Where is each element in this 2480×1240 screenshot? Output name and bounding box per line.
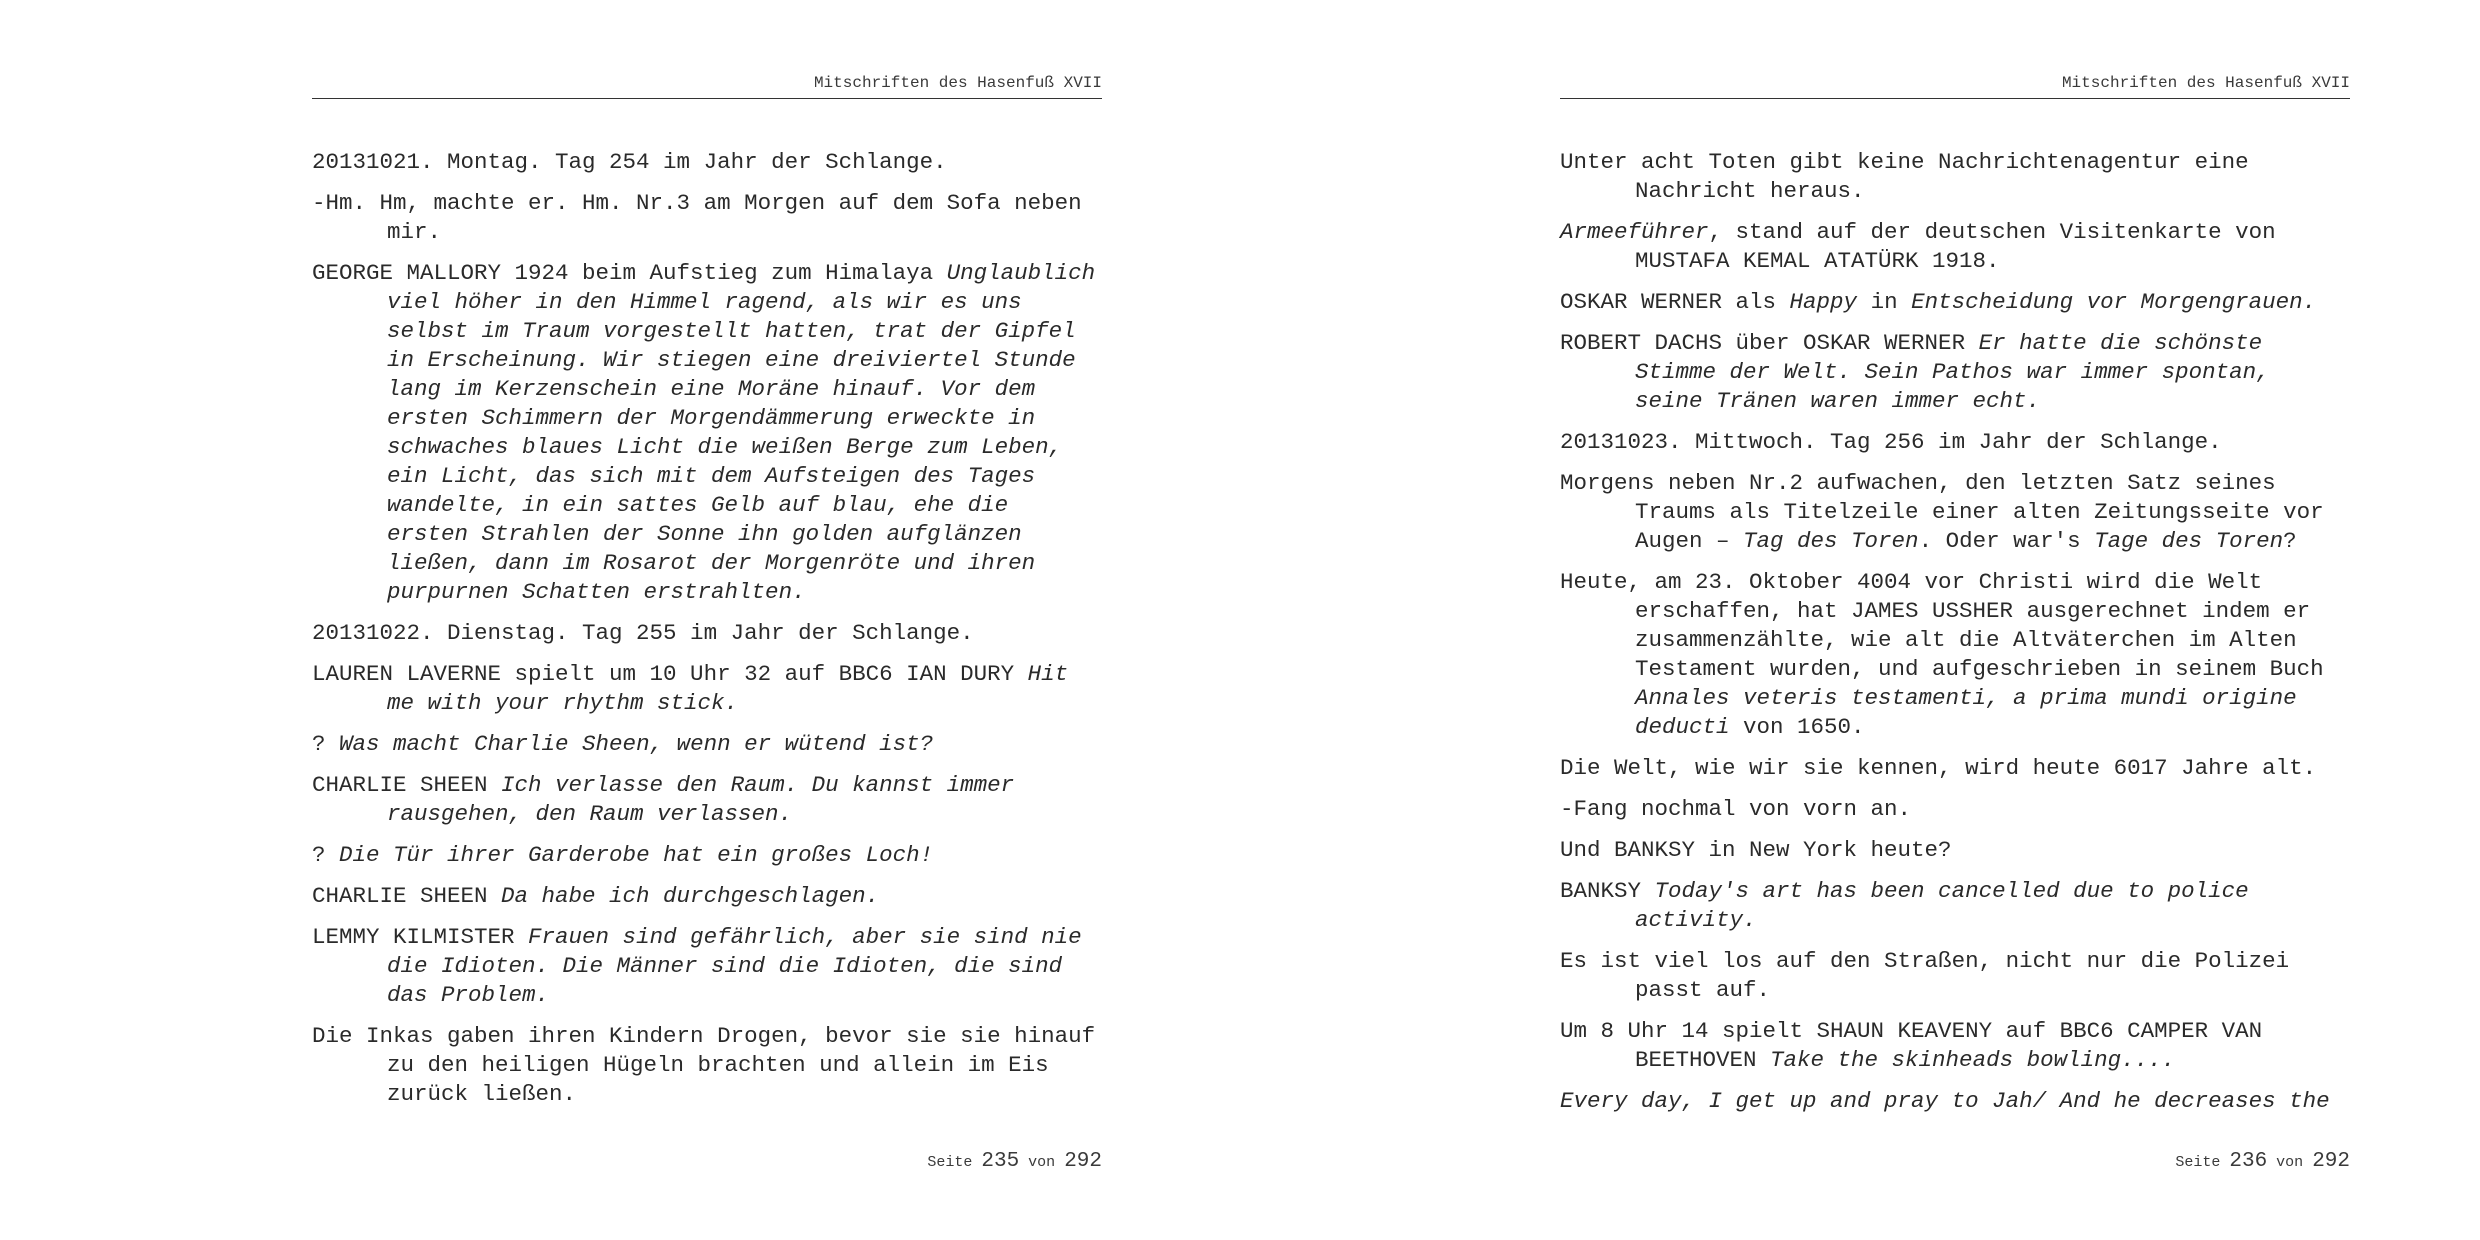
italic-run: Da habe ich durchgeschlagen. bbox=[501, 883, 880, 909]
page-total: 292 bbox=[2312, 1150, 2350, 1173]
italic-run: Entscheidung vor Morgengrauen. bbox=[1911, 289, 2317, 315]
text-run: Die Inkas gaben ihren Kindern Drogen, bevor sie sie hinauf zu den heiligen Hügeln brachten und allein im Eis zurück ließen. bbox=[312, 1023, 1096, 1107]
text-run: Unter acht Toten gibt keine Nachrichtenagentur eine Nachricht heraus. bbox=[1560, 149, 2249, 204]
text-paragraph bbox=[312, 730, 1102, 759]
italic-run: Was macht Charlie Sheen, wenn er wütend ist? bbox=[339, 731, 934, 757]
text-run: in bbox=[1857, 289, 1912, 315]
italic-run: Tage des Toren bbox=[2094, 528, 2284, 554]
text-paragraph bbox=[1560, 947, 2350, 1005]
page-number: 236 bbox=[2229, 1150, 2268, 1173]
text-run: Morgens neben Nr.2 aufwachen, den letzten Satz seines Traums als Titelzeile einer alten Zeitungsseite vor Augen – bbox=[1560, 470, 2324, 554]
text-run: CHARLIE SHEEN bbox=[312, 883, 502, 909]
page-content bbox=[312, 148, 1102, 1121]
text-paragraph bbox=[1560, 1087, 2350, 1116]
text-paragraph bbox=[1560, 329, 2350, 416]
footer-of: von bbox=[1019, 1154, 1065, 1171]
text-run: ? bbox=[312, 842, 340, 868]
italic-run: Die Tür ihrer Garderobe hat ein großes Loch! bbox=[339, 842, 934, 868]
text-run: -Hm. Hm, machte er. Hm. Nr.3 am Morgen auf dem Sofa neben mir. bbox=[312, 190, 1082, 245]
text-paragraph bbox=[312, 619, 1102, 648]
page-header: Mitschriften des Hasenfuß XVII bbox=[1560, 74, 2350, 99]
text-paragraph bbox=[1560, 148, 2350, 206]
text-run: Es ist viel los auf den Straßen, nicht nur die Polizei passt auf. bbox=[1560, 948, 2290, 1003]
italic-run: Today's art has been cancelled due to police activity. bbox=[1635, 878, 2249, 933]
text-run: LAUREN LAVERNE spielt um 10 Uhr 32 auf BBC6 IAN DURY bbox=[312, 661, 1028, 687]
text-paragraph bbox=[1560, 288, 2350, 317]
text-run: Und BANKSY in New York heute? bbox=[1560, 837, 1952, 863]
text-paragraph bbox=[1560, 1017, 2350, 1075]
text-paragraph bbox=[1560, 836, 2350, 865]
italic-run: Take the skinheads bowling.... bbox=[1770, 1047, 2176, 1073]
footer-label: Seite bbox=[927, 1154, 982, 1171]
italic-run: Armeeführer bbox=[1560, 219, 1709, 245]
page-number: 235 bbox=[981, 1150, 1020, 1173]
text-run: , stand auf der deutschen Visitenkarte von MUSTAFA KEMAL ATATÜRK 1918. bbox=[1635, 219, 2276, 274]
text-run: CHARLIE SHEEN bbox=[312, 772, 502, 798]
italic-run: Ich verlasse den Raum. Du kannst immer rausgehen, den Raum verlassen. bbox=[387, 772, 1015, 827]
italic-run: Er hatte die schönste Stimme der Welt. Sein Pathos war immer spontan, seine Tränen waren immer echt. bbox=[1635, 330, 2270, 414]
italic-run: Every day, I get up and pray to Jah/ And he decreases the bbox=[1560, 1088, 2330, 1114]
italic-run: Annales veteris testamenti, a prima mundi origine deducti bbox=[1635, 685, 2297, 740]
text-paragraph bbox=[1560, 218, 2350, 276]
page-content bbox=[1560, 148, 2350, 1128]
page-footer bbox=[312, 1150, 1102, 1173]
text-paragraph bbox=[312, 923, 1102, 1010]
text-paragraph bbox=[1560, 469, 2350, 556]
text-paragraph bbox=[312, 259, 1102, 607]
page-footer bbox=[1560, 1150, 2350, 1173]
text-paragraph bbox=[312, 189, 1102, 247]
text-run: 20131022. Dienstag. Tag 255 im Jahr der Schlange. bbox=[312, 620, 974, 646]
text-paragraph bbox=[312, 882, 1102, 911]
text-run: Die Welt, wie wir sie kennen, wird heute 6017 Jahre alt. bbox=[1560, 755, 2317, 781]
text-run: . Oder war's bbox=[1918, 528, 2095, 554]
italic-run: Happy bbox=[1789, 289, 1858, 315]
text-paragraph bbox=[312, 771, 1102, 829]
text-run: Heute, am 23. Oktober 4004 vor Christi wird die Welt erschaffen, hat JAMES USSHER ausgerechnet indem er zusammenzählte, wie alt die Altväterchen im Alten Testament wurden, und aufgeschrieben in seinem Buch bbox=[1560, 569, 2324, 682]
text-paragraph bbox=[312, 148, 1102, 177]
text-paragraph bbox=[312, 1022, 1102, 1109]
text-run: BANKSY bbox=[1560, 878, 1655, 904]
footer-of: von bbox=[2267, 1154, 2313, 1171]
text-paragraph bbox=[1560, 795, 2350, 824]
text-paragraph bbox=[312, 660, 1102, 718]
footer-label: Seite bbox=[2175, 1154, 2230, 1171]
text-run: ? bbox=[2283, 528, 2297, 554]
text-paragraph bbox=[312, 841, 1102, 870]
italic-run: Unglaublich viel höher in den Himmel ragend, als wir es uns selbst im Traum vorgestellt hatten, trat der Gipfel in Erscheinung. Wir stiegen eine dreiviertel Stunde lang im Kerzenschein eine Moräne hinauf. Vor dem ersten Schimmern der Morgendämmerung erweckte in schwaches blaues Licht die weißen Berge zum Leben, ein Licht, das sich mit dem Aufsteigen des Tages wandelte, in ein sattes Gelb auf blau, ehe die ersten Strahlen der Sonne ihn golden aufglänzen ließen, dann im Rosarot der Morgenröte und ihren purpurnen Schatten erstrahlten. bbox=[387, 260, 1096, 605]
text-run: von 1650. bbox=[1729, 714, 1865, 740]
left-page bbox=[312, 0, 1102, 1240]
text-paragraph bbox=[1560, 877, 2350, 935]
italic-run: Tag des Toren bbox=[1743, 528, 1919, 554]
text-run: 20131023. Mittwoch. Tag 256 im Jahr der Schlange. bbox=[1560, 429, 2222, 455]
text-paragraph bbox=[1560, 428, 2350, 457]
text-run: -Fang nochmal von vorn an. bbox=[1560, 796, 1912, 822]
text-run: 20131021. Montag. Tag 254 im Jahr der Schlange. bbox=[312, 149, 947, 175]
page-total: 292 bbox=[1064, 1150, 1102, 1173]
text-paragraph bbox=[1560, 568, 2350, 742]
text-run: GEORGE MALLORY 1924 beim Aufstieg zum Himalaya bbox=[312, 260, 947, 286]
page-header: Mitschriften des Hasenfuß XVII bbox=[312, 74, 1102, 99]
text-run: ? bbox=[312, 731, 340, 757]
right-page bbox=[1560, 0, 2350, 1240]
text-run: LEMMY KILMISTER bbox=[312, 924, 529, 950]
italic-run: Frauen sind gefährlich, aber sie sind nie die Idioten. Die Männer sind die Idioten, die sind das Problem. bbox=[387, 924, 1082, 1008]
italic-run: Hit me with your rhythm stick. bbox=[387, 661, 1069, 716]
text-run: ROBERT DACHS über OSKAR WERNER bbox=[1560, 330, 1979, 356]
text-paragraph bbox=[1560, 754, 2350, 783]
text-run: OSKAR WERNER als bbox=[1560, 289, 1790, 315]
text-run: Um 8 Uhr 14 spielt SHAUN KEAVENY auf BBC6 CAMPER VAN BEETHOVEN bbox=[1560, 1018, 2263, 1073]
